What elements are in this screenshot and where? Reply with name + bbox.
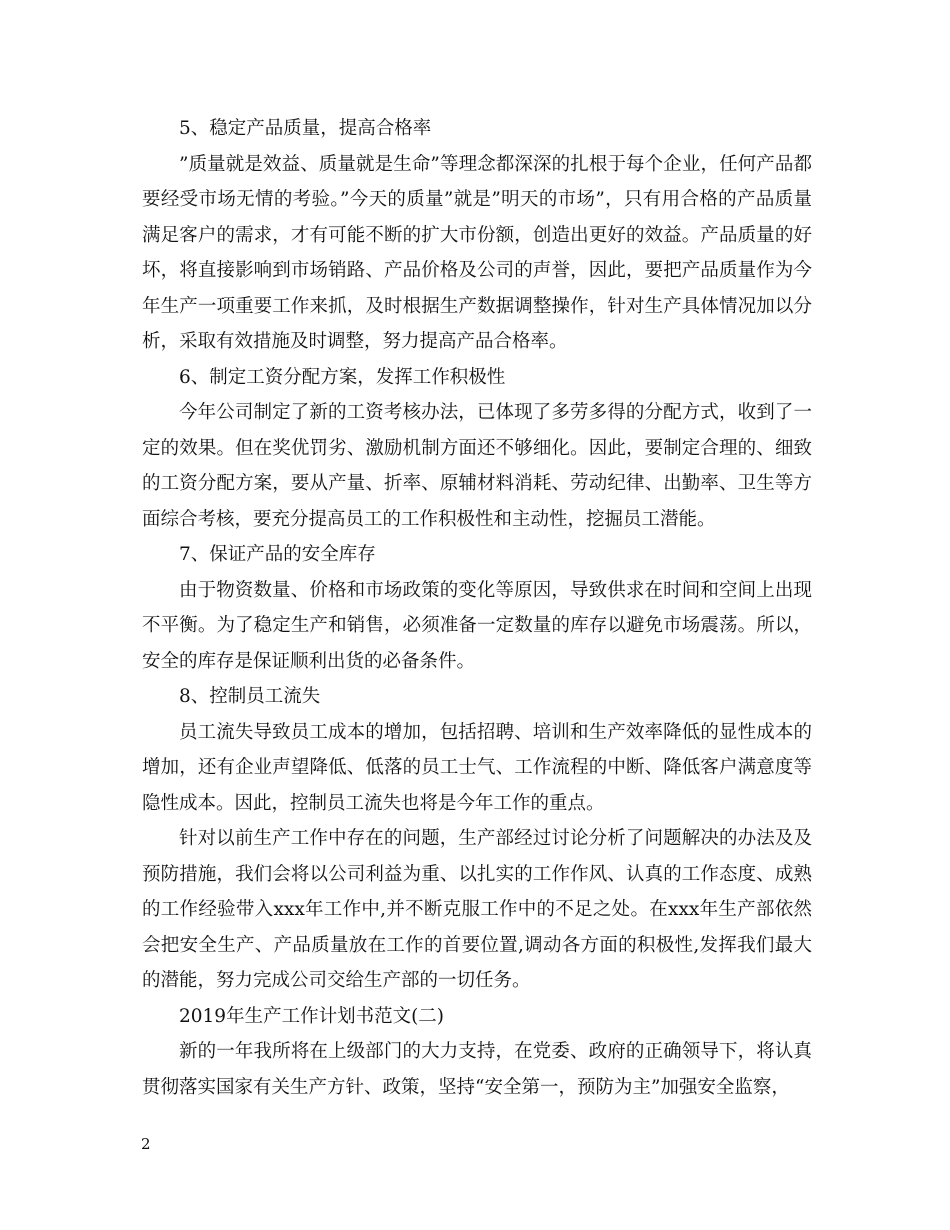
heading-item-5: 5、稳定产品质量，提高合格率	[179, 118, 432, 139]
page-number: 2	[141, 1135, 151, 1153]
body-paragraph: 针对以前生产工作中存在的问题，生产部经过讨论分析了问题解决的办法及及预防措施，我们会将以公司利益为重、以扎实的工作作风、认真的工作态度、成熟的工作经验带入xxx年工作中,并不断克服工作中的不足之处。在xxx年生产部依然会把安全生产、产品质量放在工作的首要位置,调动各方面的积极性,发挥我们最大的潜能，努力完成公司交给生产部的一切任务。	[142, 828, 812, 991]
document-body	[142, 111, 812, 1105]
heading-item-8: 8、控制员工流失	[179, 686, 321, 707]
section-title: 2019年生产工作计划书范文(二)	[179, 1005, 445, 1027]
body-paragraph: 由于物资数量、价格和市场政策的变化等原因，导致供求在时间和空间上出现不平衡。为了稳定生产和销售，必须准备一定数量的库存以避免市场震荡。所以，安全的库存是保证顺利出货的必备条件。	[142, 579, 812, 672]
body-paragraph: 今年公司制定了新的工资考核办法，已体现了多劳多得的分配方式，收到了一定的效果。但在奖优罚劣、激励机制方面还不够细化。因此，要制定合理的、细致的工资分配方案，要从产量、折率、原辅材料消耗、劳动纪律、出勤率、卫生等方面综合考核，要充分提高员工的工作积极性和主动性，挖掘员工潜能。	[142, 402, 812, 530]
heading-item-6: 6、制定工资分配方案，发挥工作积极性	[179, 366, 506, 388]
body-paragraph: 员工流失导致员工成本的增加，包括招聘、培训和生产效率降低的显性成本的增加，还有企业声望降低、低落的员工士气、工作流程的中断、降低客户满意度等隐性成本。因此，控制员工流失也将是今年工作的重点。	[142, 721, 812, 814]
heading-item-7: 7、保证产品的安全库存	[179, 544, 376, 565]
body-paragraph: ”质量就是效益、质量就是生命”等理念都深深的扎根于每个企业，任何产品都要经受市场无情的考验。”今天的质量”就是”明天的市场”，只有用合格的产品质量满足客户的需求，才有可能不断的扩大市份额，创造出更好的效益。产品质量的好坏，将直接影响到市场销路、产品价格及公司的声誉，因此，要把产品质量作为今年生产一项重要工作来抓，及时根据生产数据调整操作，针对生产具体情况加以分析，采取有效措施及时调整，努力提高产品合格率。	[142, 153, 812, 352]
body-paragraph: 新的一年我所将在上级部门的大力支持，在党委、政府的正确领导下，将认真贯彻落实国家有关生产方针、政策，坚持“安全第一，预防为主”加强安全监察，	[142, 1041, 812, 1098]
